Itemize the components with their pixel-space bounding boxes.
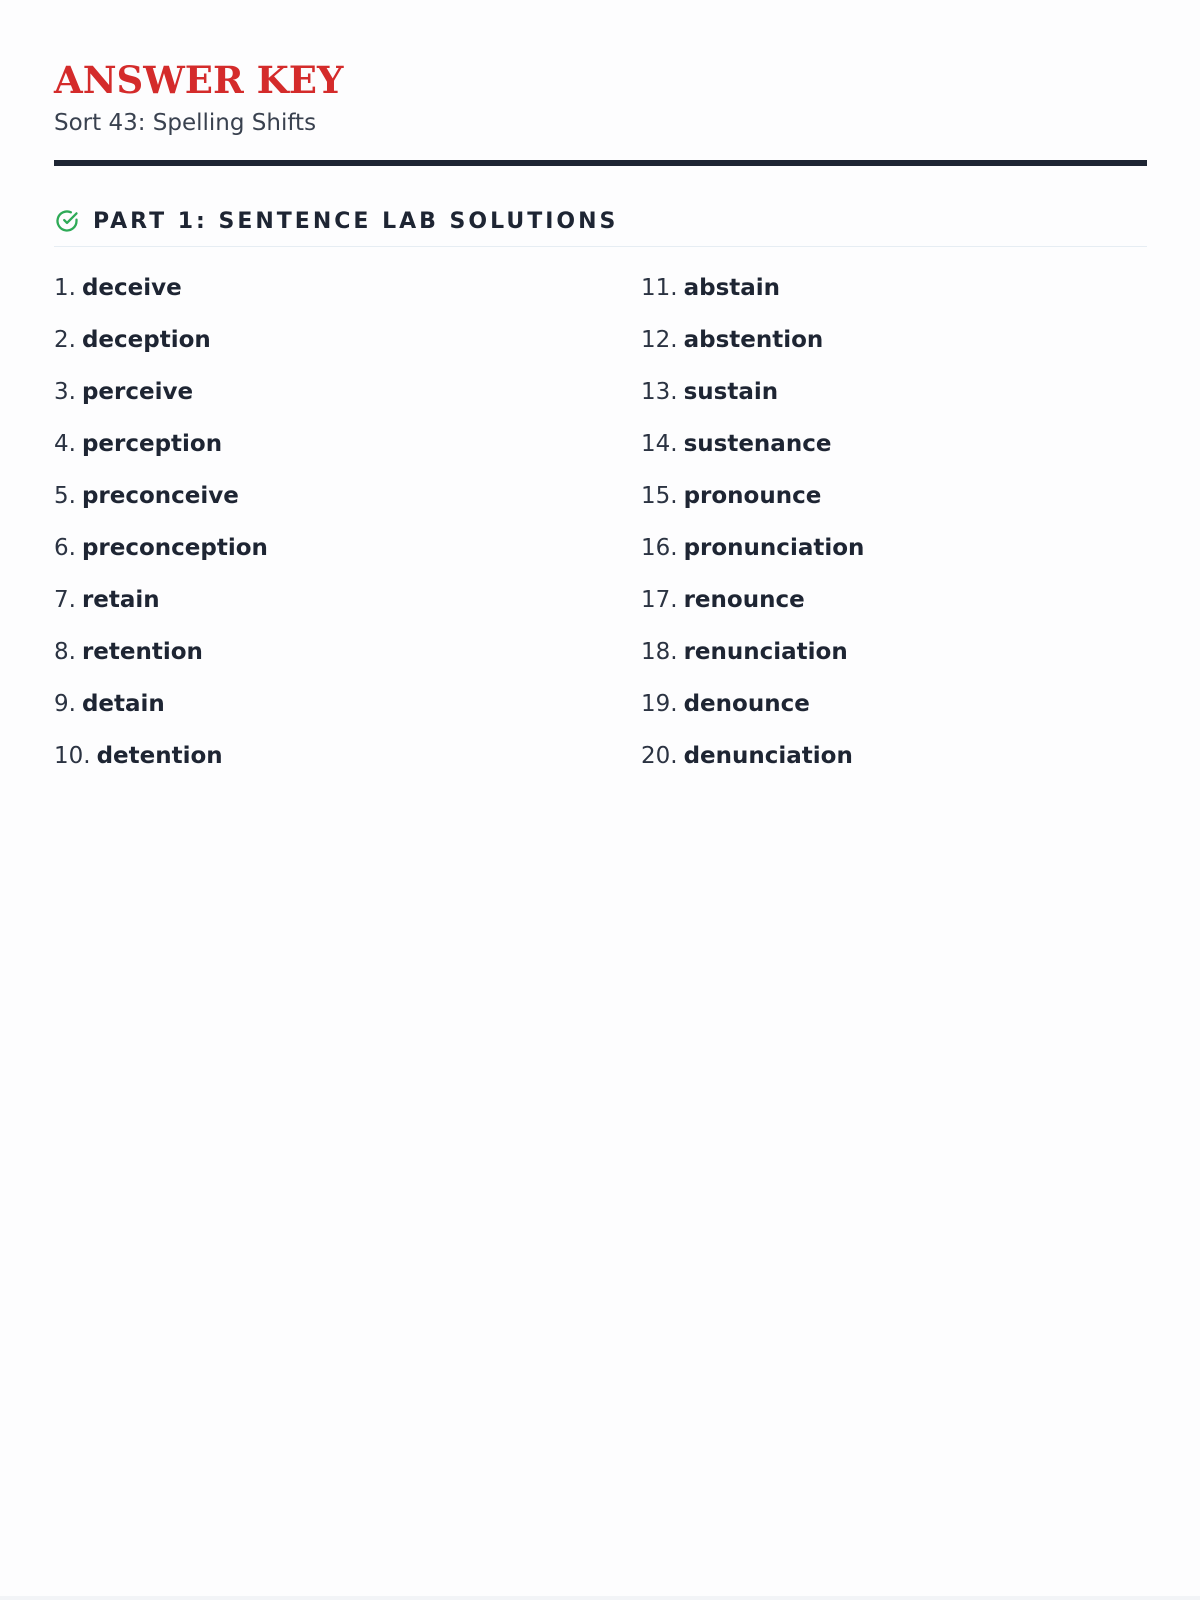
answer-number: 17. — [641, 587, 678, 613]
answer-word: preconceive — [81, 483, 239, 509]
answer-number: 14. — [641, 431, 678, 457]
answers-column-left — [54, 270, 641, 790]
answer-item — [54, 738, 641, 790]
answer-word: denounce — [683, 691, 810, 717]
answer-key-page — [54, 58, 1147, 790]
answer-word: pronunciation — [683, 535, 865, 561]
answer-number: 20. — [641, 743, 678, 769]
answer-number: 5. — [54, 483, 76, 509]
answer-word: sustenance — [683, 431, 832, 457]
answer-number: 15. — [641, 483, 678, 509]
answer-number: 6. — [54, 535, 76, 561]
answer-number: 12. — [641, 327, 678, 353]
answer-number: 11. — [641, 275, 678, 301]
answer-number: 13. — [641, 379, 678, 405]
answer-item — [54, 374, 641, 426]
answer-word: perceive — [81, 379, 194, 405]
answer-item — [54, 270, 641, 322]
answer-word: detention — [96, 743, 223, 769]
answer-word: renounce — [683, 587, 805, 613]
answer-word: detain — [81, 691, 165, 717]
answer-item — [54, 686, 641, 738]
answer-item — [54, 426, 641, 478]
answer-word: deception — [81, 327, 211, 353]
page-subtitle: Sort 43: Spelling Shifts — [54, 110, 317, 136]
answer-word: abstention — [683, 327, 824, 353]
answer-word: deceive — [81, 275, 182, 301]
answer-item — [641, 582, 1147, 634]
answer-item — [641, 530, 1147, 582]
answer-word: abstain — [683, 275, 781, 301]
answer-item — [641, 374, 1147, 426]
answer-number: 2. — [54, 327, 76, 353]
answer-number: 18. — [641, 639, 678, 665]
answer-number: 4. — [54, 431, 76, 457]
answer-item — [641, 738, 1147, 790]
page-bottom-edge — [0, 1596, 1200, 1600]
answer-word: preconception — [81, 535, 268, 561]
answer-word: retain — [81, 587, 160, 613]
answer-word: denunciation — [683, 743, 853, 769]
section-title: PART 1: SENTENCE LAB SOLUTIONS — [93, 208, 619, 234]
section-header — [54, 208, 1147, 247]
answers-grid — [54, 270, 1147, 790]
answer-number: 10. — [54, 743, 91, 769]
answer-item — [54, 478, 641, 530]
answer-item — [54, 530, 641, 582]
page-title: ANSWER KEY — [54, 58, 344, 102]
answer-item — [54, 582, 641, 634]
answer-number: 8. — [54, 639, 76, 665]
answer-item — [641, 634, 1147, 686]
answer-item — [641, 478, 1147, 530]
answer-word: renunciation — [683, 639, 848, 665]
answer-number: 7. — [54, 587, 76, 613]
answer-word: retention — [81, 639, 203, 665]
answer-item — [641, 322, 1147, 374]
answer-item — [641, 686, 1147, 738]
answer-item — [54, 634, 641, 686]
answer-item — [641, 270, 1147, 322]
header-divider — [54, 160, 1147, 166]
answer-number: 16. — [641, 535, 678, 561]
answer-number: 9. — [54, 691, 76, 717]
answer-word: pronounce — [683, 483, 822, 509]
check-circle-icon — [54, 208, 80, 234]
answer-number: 1. — [54, 275, 76, 301]
answer-item — [54, 322, 641, 374]
answer-item — [641, 426, 1147, 478]
answer-word: sustain — [683, 379, 779, 405]
answer-number: 3. — [54, 379, 76, 405]
answer-word: perception — [81, 431, 223, 457]
answers-column-right — [641, 270, 1147, 790]
answer-number: 19. — [641, 691, 678, 717]
